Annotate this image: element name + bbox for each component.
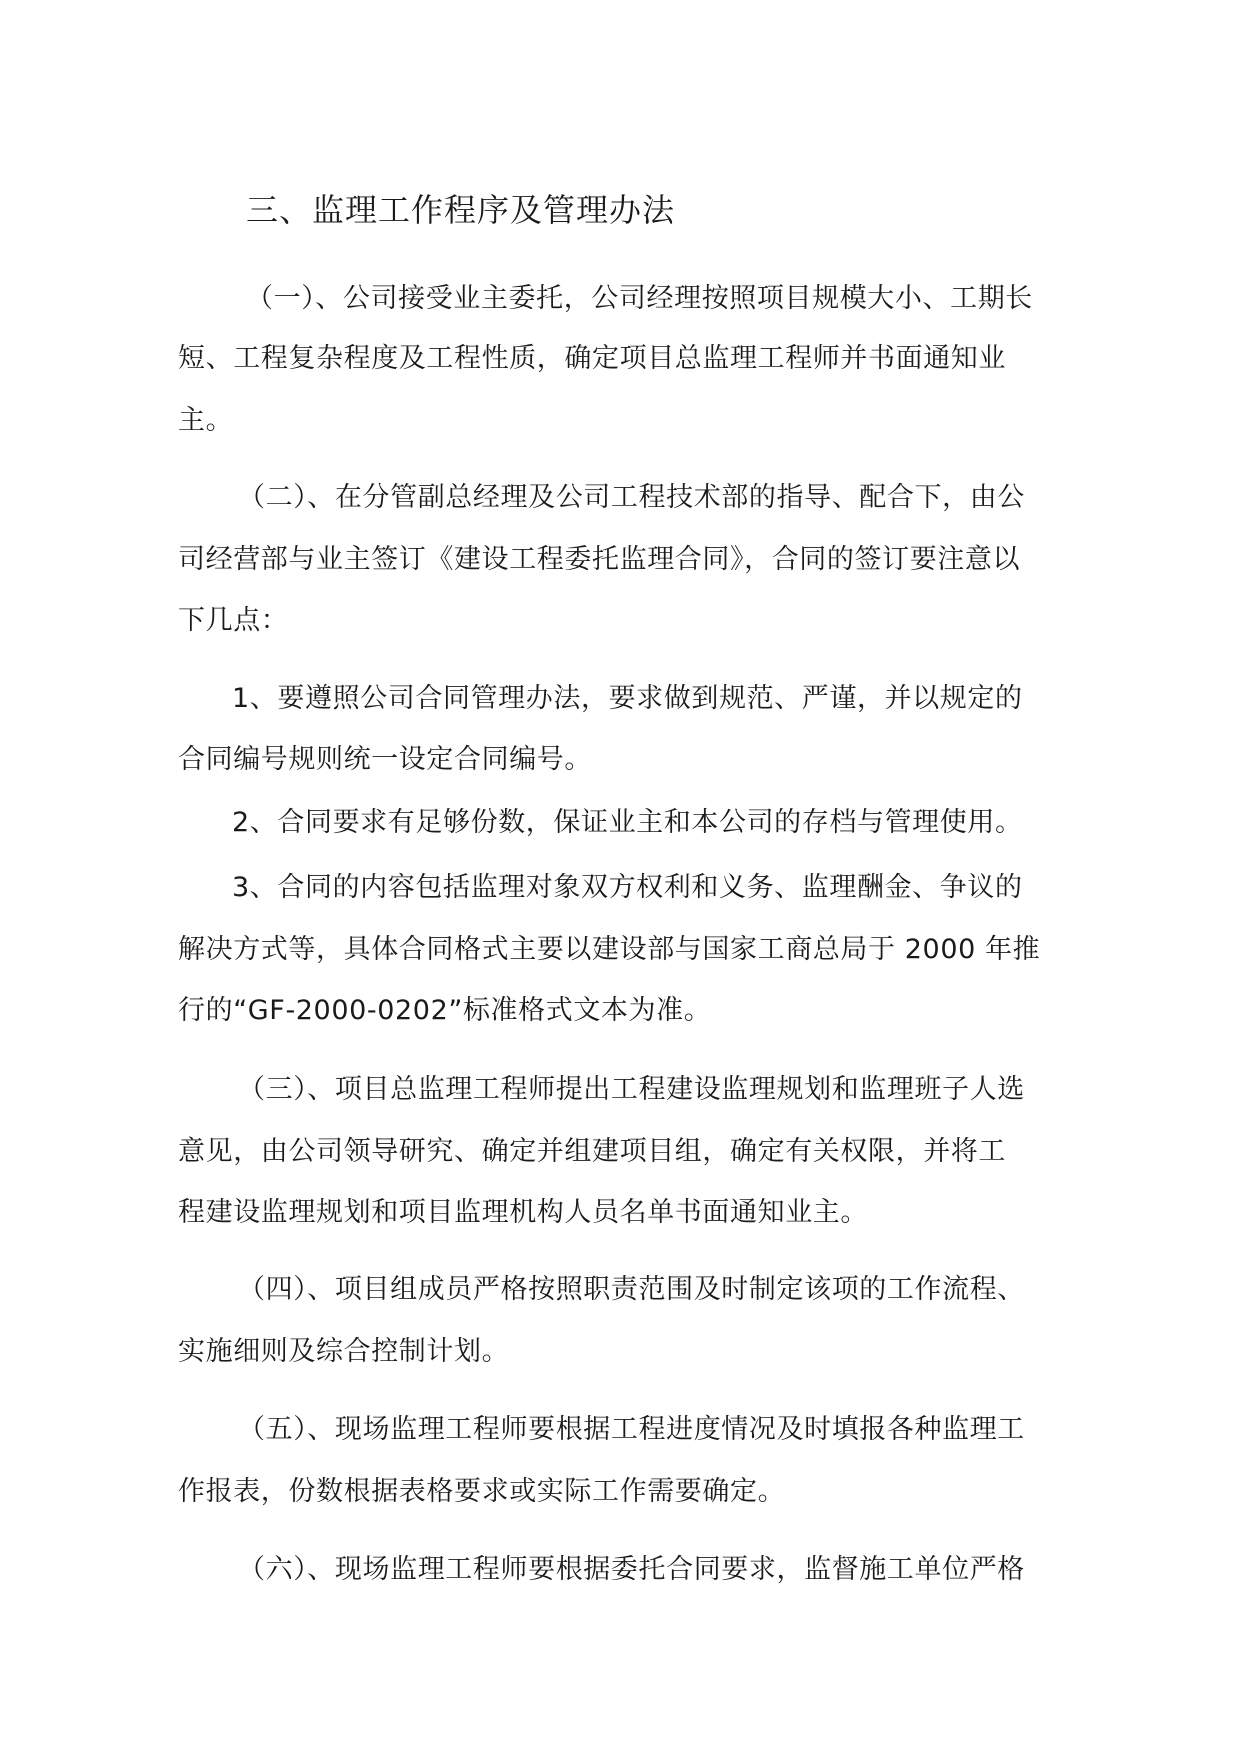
item-2-line-1: 2、合同要求有足够份数，保证业主和本公司的存档与管理使用。 [232,807,1023,838]
paragraph-3-line-1: （三）、项目总监理工程师提出工程建设监理规划和监理班子人选 [238,1074,1025,1105]
paragraph-5-line-2: 作报表，份数根据表格要求或实际工作需要确定。 [178,1476,786,1507]
paragraph-4-line-1: （四）、项目组成员严格按照职责范围及时制定该项的工作流程、 [238,1274,1025,1305]
paragraph-2-line-1: （二）、在分管副总经理及公司工程技术部的指导、配合下，由公 [238,482,1025,513]
section-heading: 三、监理工作程序及管理办法 [246,191,676,229]
item-1-line-1: 1、要遵照公司合同管理办法，要求做到规范、严谨，并以规定的 [232,683,1023,714]
paragraph-2-line-3: 下几点： [178,605,289,636]
paragraph-6-line-1: （六）、现场监理工程师要根据委托合同要求，监督施工单位严格 [238,1554,1025,1585]
paragraph-5-line-1: （五）、现场监理工程师要根据工程进度情况及时填报各种监理工 [238,1414,1025,1445]
item-3-line-1: 3、合同的内容包括监理对象双方权利和义务、监理酬金、争议的 [232,872,1023,903]
paragraph-1-line-1: （一）、公司接受业主委托，公司经理按照项目规模大小、工期长 [246,283,1033,314]
paragraph-1-line-2: 短、工程复杂程度及工程性质，确定项目总监理工程师并书面通知业 [178,343,1006,374]
item-3-line-2: 解决方式等，具体合同格式主要以建设部与国家工商总局于 2000 年推 [178,934,1041,965]
paragraph-2-line-2: 司经营部与业主签订《建设工程委托监理合同》，合同的签订要注意以 [178,544,1021,575]
item-3-line-3: 行的“GF-2000-0202”标准格式文本为准。 [178,995,712,1026]
paragraph-4-line-2: 实施细则及综合控制计划。 [178,1336,510,1367]
paragraph-3-line-2: 意见，由公司领导研究、确定并组建项目组，确定有关权限，并将工 [178,1136,1006,1167]
item-1-line-2: 合同编号规则统一设定合同编号。 [178,744,592,775]
paragraph-1-line-3: 主。 [178,405,234,436]
paragraph-3-line-3: 程建设监理规划和项目监理机构人员名单书面通知业主。 [178,1197,868,1228]
